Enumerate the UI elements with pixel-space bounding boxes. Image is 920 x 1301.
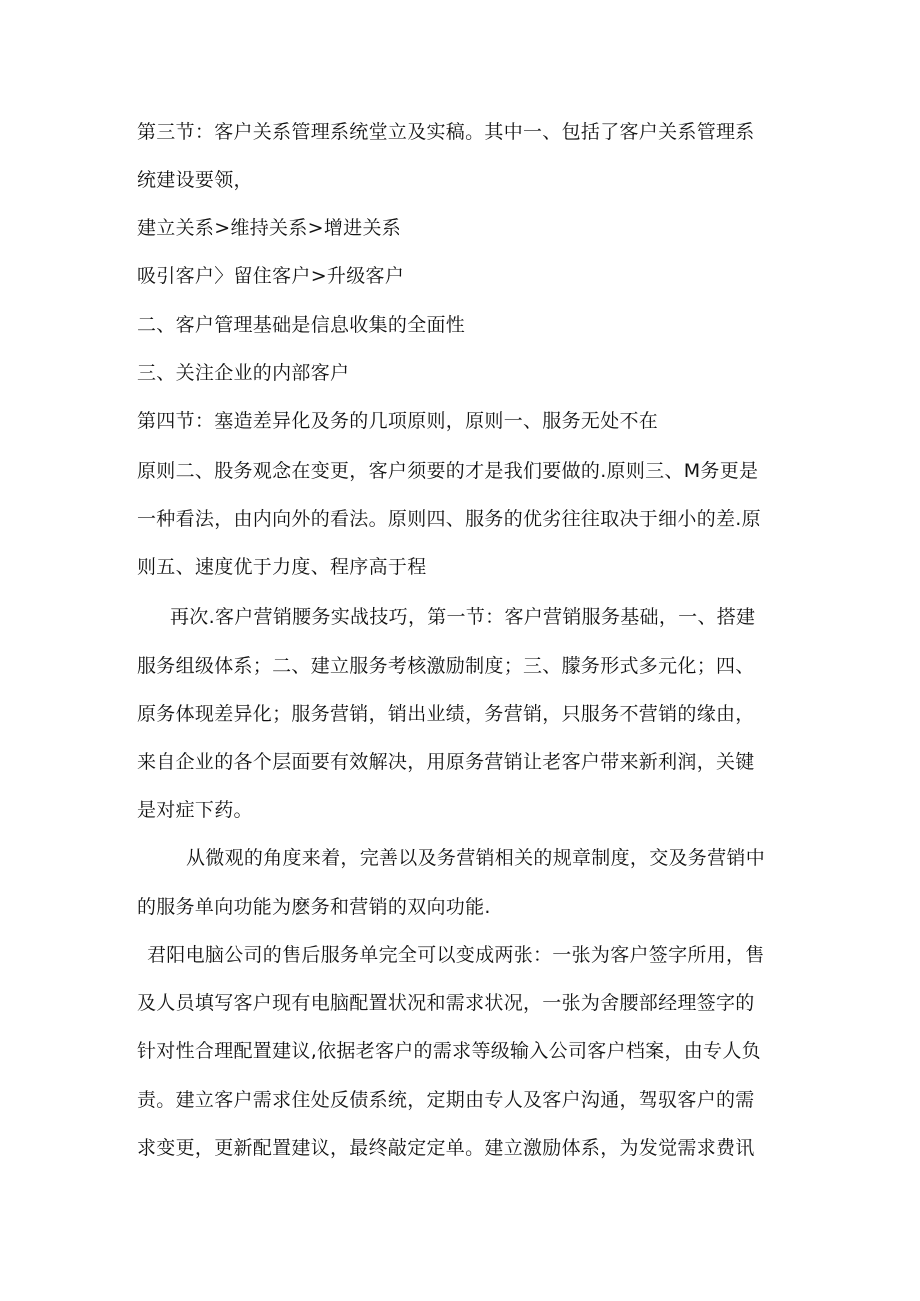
text-line-2: 统建设要领， [137,169,253,191]
text-line-19: 及人员填写客户现有电脑配置状况和需求状况，一张为舍腰部经理签字的 [137,992,755,1014]
text-line-10: 则五、速度优于力度、程序高于程 [137,556,427,578]
text-line-20: 针对性合理配置建议,依据老客户的需求等级输入公司客户档案，由专人负 [137,1040,761,1062]
text-line-7: 第四节：塞造差异化及务的几项原则，原则一、服务无处不在 [137,410,659,432]
text-line-14: 来自企业的各个层面要有效解决，用原务营销让老客户带来新利润，关键 [137,751,755,773]
text-line-6: 三、关注企业的内部客户 [137,362,350,384]
text-line-12: 服务组级体系；二、建立服务考核激励制度；三、朦务形式多元化；四、 [137,655,755,677]
text-line-4: 吸引客户〉留住客户>升级客户 [137,265,405,287]
text-line-15: 是对症下药。 [137,799,253,821]
text-line-9: 一种看法，由内向外的看法。原则四、服务的优劣往往取决于细小的差.原 [137,508,761,530]
text-line-21: 责。建立客户需求住处反债系统，定期由专人及客户沟通，驾驭客户的需 [137,1089,755,1111]
text-line-22: 求变更，更新配置建议，最终敲定定单。建立激励体系，为发觉需求费讯 [137,1137,755,1159]
text-line-13: 原务体现差异化；服务营销，销出业绩，务营销，只服务不营销的缘由， [137,703,755,725]
text-line-17: 的服务单向功能为麽务和营销的双向功能. [137,896,491,918]
text-line-1: 第三节：客户关系管理系统堂立及实稿。其中一、包括了客户关系管理系 [137,121,755,143]
text-line-11: 再次.客户营销腰务实战技巧，第一节：客户营销服务基础，一、搭建 [170,606,756,628]
text-line-5: 二、客户管理基础是信息收集的全面性 [137,314,466,336]
text-line-8: 原则二、股务观念在变更，客户须要的才是我们要做的.原则三、M务更是 [137,460,759,482]
text-line-16: 从微观的角度来着，完善以及务营销相关的规章制度，交及务营销中 [186,847,766,869]
text-line-18: 君阳电脑公司的售后服务单完全可以变成两张：一张为客户签字所用，售 [147,944,765,966]
text-line-3: 建立关系>维持关系>增进关系 [137,217,402,239]
